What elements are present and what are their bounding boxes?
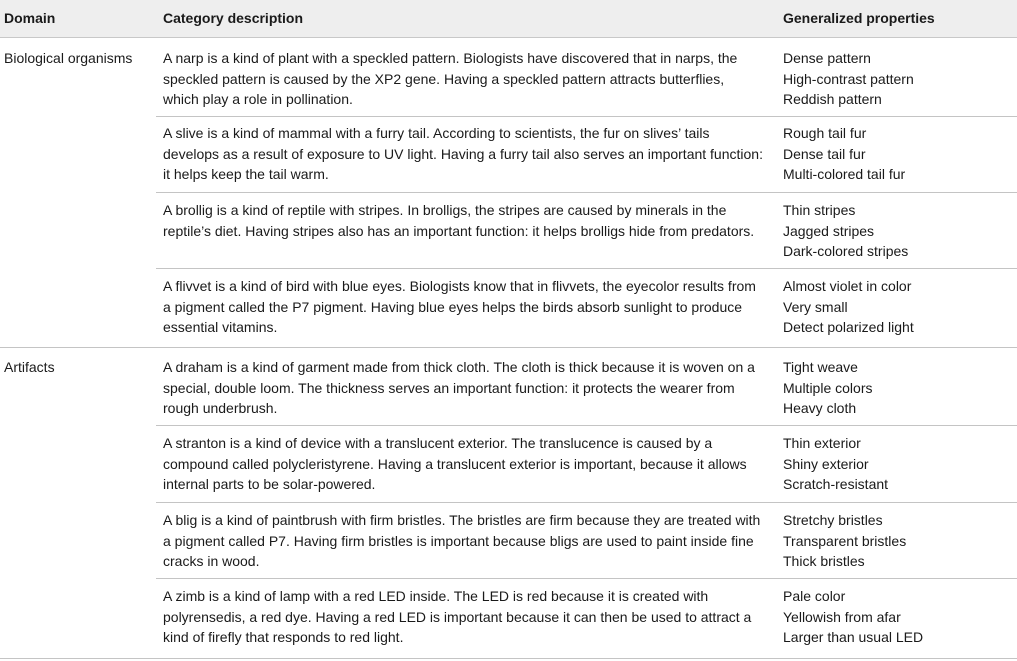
row-divider (156, 268, 1017, 269)
category-description: A blig is a kind of paintbrush with firm bristles. The bristles are firm because they are treated with a pigment called P7. Having firm bristles is important because bligs are used to paint inside fine cracks in wood. (163, 512, 761, 570)
property-item: Heavy cloth (783, 400, 857, 417)
category-description: A brollig is a kind of reptile with stripes. In brolligs, the stripes are caused by minerals in the reptile’s diet. Having stripes also has an important function: it helps brolligs hide from predators. (163, 202, 755, 239)
category-description: A flivvet is a kind of bird with blue eyes. Biologists know that in flivvets, the eyecolor results from a pigment called the P7 pigment. Having blue eyes helps the birds absorb sunlight to produce essential vitamins. (163, 278, 756, 336)
generalized-properties (783, 357, 1013, 419)
category-description: A narp is a kind of plant with a speckled pattern. Biologists have discovered that in narps, the speckled pattern is caused by the XP2 gene. Having a speckled pattern attracts butterflies, which play a role in pollination. (163, 50, 738, 108)
table-header-row (0, 0, 1017, 38)
group-divider (0, 347, 1017, 348)
property-item: Jagged stripes (783, 222, 875, 239)
generalized-properties (783, 200, 1013, 262)
generalized-properties (783, 510, 1013, 572)
generalized-properties (783, 586, 1013, 648)
property-item: Larger than usual LED (783, 629, 924, 646)
category-description: A slive is a kind of mammal with a furry tail. According to scientists, the fur on slives’ tails develops as a result of exposure to UV light. Having a furry tail also serves an important function: it helps keep the tail warm. (163, 125, 763, 183)
domain-label: Biological organisms (4, 50, 133, 66)
property-item: Dense pattern (783, 50, 871, 66)
property-item: Tight weave (783, 359, 858, 375)
domain-label: Artifacts (4, 359, 55, 375)
property-item: Multi-colored tail fur (783, 166, 906, 183)
property-item: Dense tail fur (783, 145, 866, 162)
category-description: A draham is a kind of garment made from thick cloth. The cloth is thick because it is woven on a special, double loom. The thickness serves an important function: it protects the wearer from rough underbrush. (163, 359, 755, 417)
row-divider (156, 425, 1017, 426)
header-domain: Domain (4, 10, 56, 26)
property-item: High-contrast pattern (783, 70, 914, 87)
row-divider (156, 116, 1017, 117)
row-divider (156, 502, 1017, 503)
header-category-description: Category description (163, 10, 304, 26)
property-item: Detect polarized light (783, 319, 914, 336)
category-description: A zimb is a kind of lamp with a red LED inside. The LED is red because it is created with polyrensedis, a red dye. Having a red LED is important because it can then be used to attract a kind of firefly that responds to red light. (163, 588, 752, 646)
generalized-properties (783, 433, 1013, 495)
property-item: Scratch-resistant (783, 476, 889, 493)
generalized-properties (783, 123, 1013, 185)
property-item: Thin exterior (783, 435, 861, 451)
generalized-properties (783, 276, 1013, 338)
property-item: Transparent bristles (783, 532, 907, 549)
property-item: Multiple colors (783, 379, 873, 396)
row-divider (156, 192, 1017, 193)
property-item: Yellowish from afar (783, 608, 901, 625)
row-divider (156, 578, 1017, 579)
property-item: Almost violet in color (783, 278, 912, 294)
category-description: A stranton is a kind of device with a translucent exterior. The translucence is caused by a compound called polycleristyrene. Having a translucent exterior is important, because it allows internal parts to be solar-powered. (163, 435, 747, 493)
property-item: Dark-colored stripes (783, 243, 909, 260)
generalized-properties (783, 48, 1013, 110)
property-item: Stretchy bristles (783, 512, 883, 528)
property-item: Thin stripes (783, 202, 856, 218)
property-item: Very small (783, 298, 848, 315)
property-item: Shiny exterior (783, 455, 869, 472)
header-generalized-properties: Generalized properties (783, 10, 935, 26)
table-bottom-rule (0, 658, 1017, 659)
property-item: Reddish pattern (783, 91, 882, 108)
property-item: Rough tail fur (783, 125, 867, 141)
property-item: Pale color (783, 588, 846, 604)
property-item: Thick bristles (783, 553, 865, 570)
